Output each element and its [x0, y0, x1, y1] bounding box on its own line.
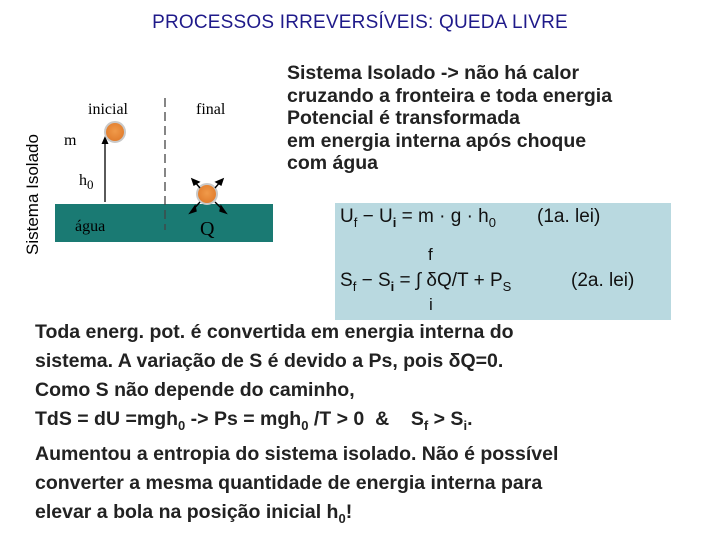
right-line: Potencial é transformada	[287, 107, 520, 129]
conclusion-line-1: Toda energ. pot. é convertida em energia interna do	[35, 321, 514, 343]
conclusion-line-6: converter a mesma quantidade de energia interna para	[35, 471, 543, 494]
conclusion-line-3: Como S não depende do caminho,	[35, 379, 355, 401]
first-law-label: (1a. lei)	[537, 206, 601, 227]
conclusion-line-2: sistema. A variação de S é devido a Ps, pois δQ=0.	[35, 350, 504, 372]
side-label: Sistema Isolado	[23, 134, 42, 255]
right-description	[287, 62, 717, 175]
conclusion-line-5: Aumentou a entropia do sistema isolado. Não é possível	[35, 442, 559, 465]
ball-initial	[105, 122, 125, 142]
conclusion-line-7: elevar a bola na posição inicial $h_0$!	[35, 500, 353, 526]
label-height	[79, 172, 94, 193]
equations-box	[335, 203, 671, 320]
label-heat: Q	[200, 218, 215, 240]
second-law-equation: $S_f - S_i$ = ∫ $\delta Q/T + P_S$	[340, 270, 512, 294]
label-water: água	[75, 218, 106, 235]
integral-lower-limit: i	[429, 295, 433, 314]
conclusion-line-4: TdS = dU =mgh$_0$ -> Ps = mgh$_0$ /T > 0 & $S_f > S_i$.	[35, 408, 473, 433]
right-line: Sistema Isolado -> não há calor	[287, 62, 580, 84]
height-sub: 0	[87, 177, 94, 193]
label-final: final	[196, 101, 226, 118]
conclusion-text	[35, 318, 715, 533]
height-base: h	[79, 172, 87, 189]
right-line: com água	[287, 152, 379, 174]
second-law-label: (2a. lei)	[571, 270, 635, 291]
first-law-equation: $U_f - U_i = m \cdot g \cdot h_0$	[340, 206, 496, 230]
label-mass: m	[64, 132, 77, 149]
label-inicial: inicial	[88, 101, 128, 118]
right-line: em energia interna após choque	[287, 129, 587, 152]
right-line: cruzando a fronteira e toda energia	[287, 84, 613, 107]
free-fall-diagram	[55, 90, 273, 242]
page-title: PROCESSOS IRREVERSÍVEIS: QUEDA LIVRE	[152, 12, 568, 33]
integral-upper-limit: f	[428, 245, 433, 264]
